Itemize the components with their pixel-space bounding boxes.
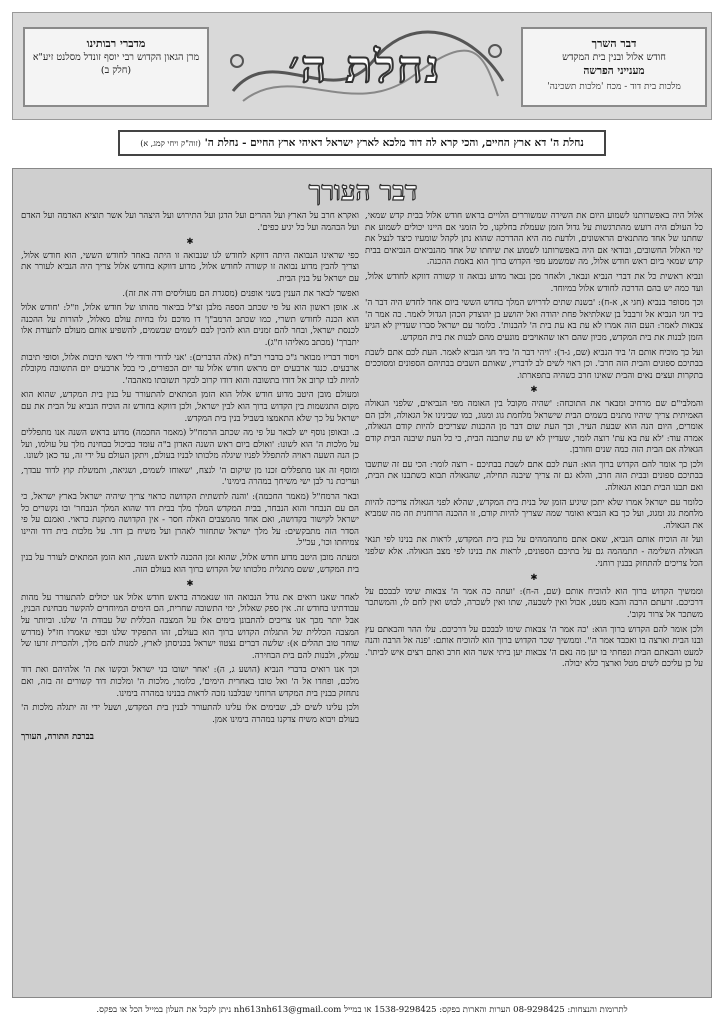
paragraph: ולכן אומר להם הקדוש ברוך הוא: 'כה אמר ה' צבאות שימו לבבכם על דרכיכם. עלו ההר והבאתם עץ ובנו הבית וארצה בו ואכבד אמר ה''. וממשיך שכר הקדוש ברוך הוא להוכיח אותם: 'פנה אל הרבה והנה למעט והבאתם הבית ונפחתי בו יען מה נאם ה' צבאות יען ביתי אשר הוא חרב ואתם רצים איש לביתו'. על כן עליכם לשים מטל וארצך כלא יבולה. (365, 624, 703, 670)
editor-article (12, 168, 712, 998)
section-divider-icon: ✱ (186, 579, 194, 590)
series-part: (חלק ב) (100, 65, 132, 76)
paragraph: ונביא ראשית כל את דברי הנביא ונבאר, ולאחר מכן נבאר מדוע נבואה זו קשורה דווקא לחודש אלול, ועד כמה יש בהם הדרכה לחודש אלול במיוחד. (365, 271, 703, 294)
this-week-heading: דבר השרך (591, 37, 637, 50)
article-title: דבר העורך (308, 177, 418, 207)
section-divider-icon: ✱ (530, 573, 538, 584)
logo-text: נחלת ה׳ (288, 41, 442, 93)
paragraph: ואקרא חרב על הארץ ועל ההרים ועל הדגן ועל התירוש ועל היצהר ועל אשר תוציא האדמה ועל האדם ועל הבהמה ועל כל יגיע כפים'. (21, 211, 359, 233)
paragraph: וממשיך הקדוש ברוך הוא להוכיח אותם (שם, ה-ח): 'ועתה כה אמר ה' צבאות שימו לבבכם על דרכיכם. זרעתם הרבה והבא מעט, אכול ואין לשבעה, שתו ואין לשכרה, לבוש ואין לחם לו, והמשתכר משתכר אל צרור נקוב'. (365, 586, 703, 620)
section-divider-icon: ✱ (530, 385, 538, 396)
paragraph: והמלבי"ם שם מרחיב ומבאר את התוכחה: 'שהיה מקובל בין האומה מפי הנביאים, שלפני הגאולה האמיתית צריך שיהיו מתנים בשמים הבית שישראל מלחמת גוג ומגוג, כמו שבינינו אל הגאולה, ולכן הם אומרים, היום הנה הוא שבעת העיר, וכך העת שום דבר מן ההכנות שצריכים להיות קודם הגאולה, אמרה עוד: 'לא עת בא עת' רוצה לומר, שעדיין לא יש עת שתבנה הבית, כי כל העת שיבנה הבית קודם הגאולה אם הבית הזה כמה שנים וחורבן. (365, 398, 703, 456)
masthead (12, 12, 712, 120)
parasha-topic: מלכות בית דוד - מכח 'מלכות תשכינה' (547, 82, 681, 92)
paragraph: כפי שראינו הנבואה היתה דווקא לחודש לגו שנבואה זו היתה באחד לחודש הששי, הוא חודש אלול, וצריך להבין מדוע נבואה זו קשורה לחודש אלול, מדוע דווקא בחודש אלול צריך היה הנביא לעורר את עם ישראל על בנין הבית. (21, 250, 359, 284)
editor-signature: בברכת התורה, העורך (21, 732, 94, 743)
paragraph: ובאר הרמח"ל (מאמר החכמה): 'והנה לתשתית הקדושה כראוי צריך שיהיה ישראל בארץ ישראל, כי הם עם הנבחר והוא הנבחר, בבית המקדש המלך מלך בבית דוד שהוא המלך הנבחר' ובו נקשרים כל ישראל לקישור בקדושה, ואם אחד מהמצבים האלה חסר - אין הקדושה מתקנת כראוי. ואמנם על פי הסדר הזה מתבקשים: על מלך ישראל שתחזור לאהרן ועל משיח בן דוד. על מלכות בית דוד והיינו צמיחתו וכו', עכ"ל. (21, 492, 359, 549)
paragraph: לאחר שאנו רואים את גודל הנבואה הזו שנאמרה בראש חודש אלול אנו יכולים להתעורר על מהות עבודתינו בחודש זה. אין ספק שאלול, ימי התשובה שחרית, הם הימים המיוחדים להקשר מבחינת הבנין, אבל יותר מכך אנו צריכים להתבונן בימים אלו על המצבה הכללית של עבודת ה' שלנו. וביותר על המצבה הכללית של התגלות הקדוש ברוך הוא בעולם, זהו התפקיד שלנו וכפי שאמרו חז"ל (מדרש שוחר טוב תהלים א): שלשה דברים נצטוו ישראל בכניסתן לארץ, למנות להם מלך, ולהכרית זרעו של עמלק, ולבנות להם בית הבחירה. (21, 592, 359, 661)
slogan-text: נחלת ה' דא ארץ החיים, והכי קרא לה דוד מלכא לארץ ישראל דאיהי ארץ החיים - נחלת ה' (204, 137, 584, 149)
rabbis-words-heading: מדברי רבותינו (86, 37, 146, 50)
this-week-topic: חודש אלול ובנין בית המקדש (562, 52, 666, 63)
paragraph: ומעולם מובן היטב מדוע חודש אלול הוא הזמן המתאים להתעורר על בנין בית המקדש, שהוא הוא מקום התגשמות בין הקדוש ברוך הוא לבין ישראל, ולכן דווקא בחודש זה הוכיח הנביא על הבית את עם ישראל על כך שלא התאמצו בשביל בנין בית המקדש. (21, 390, 359, 424)
paragraph: ועל כך מוכיח אותם ה' ביד הנביא (שם, ג-ד): 'ויהי דבר ה' ביד חגי הנביא לאמר. העת לכם אתם לשבת בבתיכם ספונים והבית הזה חרב'. וכן ראוי לשים לב לדבריו, שאותם השבים בבתיהם הספונים ומסוככים בתקרות ועצים נאים והבית שאינו חרב כשהיה בתפארתו. (365, 347, 703, 381)
paragraph: אלול היה באפשרותנו לשמוע היום את השירה שמשוררים הלויים בראש חודש אלול בבית קדש שמאי, כל העולם היה רועש מהתרגשות על גדול הזמן שעמלת בחלקנו, כל הזמני אם היינו יכולים לשמוע את שחתנו של אחד מהתנאים הראשונים, ולדעת מה היא ההדרכה שהוא נתן לקהל שומעיו כיצד לנצל את ימי האלול החשובים, ובודאי אם היה באפשרותנו לשמוע את שיחתו של אחד מהנביאים הנביאים בבית קדש שמאי ביום ראש חודש אלול, מה שמשמע מפי הקדוש ברוך הוא באמת ההכנה. (365, 211, 703, 268)
article-column-right (365, 211, 703, 991)
logo (213, 21, 517, 113)
slogan-source: (זוה"ק ויחי קמג, א) (140, 139, 201, 148)
parasha-heading: מענייני הפרשה (583, 65, 645, 77)
paragraph: ואפשר לבאר את הענין בשני אופנים (מסגרת הם מעוליסים ודה את זה). (122, 288, 359, 299)
paragraph: וכך אנו רואים בדברי הנביא (הושע ג, ה): 'אחר ישובו בני ישראל ובקשו את ה' אלהיהם ואת דוד מלכם, ופחדו אל ה' ואל טובו באחרית הימים', כלומר, מלכות ה' ומלכות דוד קשורים זה בזה, ואם נתחזק בבנין בית המקדש הרוחני שבלבנו נזכה לראות בבנינו במהרה בימינו. (21, 665, 359, 699)
paragraph: ומעתה מובן היטב מדוע חודש אלול, שהוא זמן ההכנה לראש השנה, הוא הזמן המתאים לעורר על בנין בית המקדש, ששם מתגלית מלכותו של הקדוש ברוך הוא בעולם הזה. (21, 553, 359, 575)
zohar-slogan (118, 130, 606, 156)
paragraph: ויסוד דבריו מבואר ג"כ בדברי רב"ח (אלה הדברים): 'אני לדודי ודודי לי' ראשי תיבות אלול, וסופי תיבות ארבעים. כנגד ארבעים יום מראש חודש אלול עד יום הכפורים, כי בכל ארבעים יום התשובה מקובלת להיות לבו קרוב אל דודו בתשובה והוא דודו קרוב לבקר תשובתו מאהבה'. (21, 352, 359, 386)
paragraph: כלומר עם ישראל אמרו שלא יתכן שיגיע הזמן של בנית בית המקדש, שהלא לפני הגאולה צריכה להיות מלחמת גוג ומגוג, ועל כך בא הנביא ואומר שמה שצריך להיות קודם, זו ההכנה הרוחנית וזה מה שמביא את הגאולה. (365, 497, 703, 531)
article-column-left (21, 211, 359, 991)
paragraph: א. אופן ראשון הוא על פי שכתב הספה מלבן זצ"ל בביאור מהותו של חודש אלול, וז"ל: 'חודש אלול הוא הכנה לחודש תשרי, כמו שכתב הרמב"ן' דו מדכם גלו בחיות עולם מאלול, להורות על ההכנה לכנסת ישראל, ובחר להם זמנים הוא להכין לבם לשמים שבשמים, להשפיע אותם מעולם לתעודת אלו יתברך' (מכתב מאליהו ח"ג). (21, 303, 359, 348)
rabbi-name: מרן הגאון הקדוש רבי יוסף זונדל מסלנט זיע"א (32, 52, 200, 63)
paragraph: ומוסף זה אנו מתפללים זכנו מן שיקום ה' לנצח, 'שאוחז לשמים, ושגיאה, ותמשלת קוץ לדוד עבדך, ועריכת נר לבן ישי משיחך במהרה בימינו'. (21, 465, 359, 488)
paragraph: ב. ובאופן נוסף יש לבאר על פי מה שכתב הרמח"ל (מאמר החכמה) מדוע בראש השנה אנו מתפללים על מלכות ה' הוא לשונו: 'ואולם ביום ראש השנה האדון ב"ה עומד כביכול בבחינת מלך על עולמו, ועל כן הנה השעה ראויה להתפלל לפניו שיגלה מלכותו לבניו בעולם, ויתקן העולם על ידי זה, עד כאן לשונו. (21, 428, 359, 462)
contact-footer: לתרומות והנצחות: 08-9298425 הערות והארות בפקס: 1538-9298425 או במייל nh613nh613@gmail.com ניתן לקבל את העלון במייל הכל או בפקס. (96, 1005, 628, 1015)
paragraph: ועל זה הוכיח אותם הנביא, שאם אתם מתמהמהים על בנין בית המקדש, לראות את בנינו לפי תנאי הגאולה השלימה - תתמהמה גם על בתיכם הספונים, לראות את בנינו לפי מצב הגאולה. אלא שלפני הכל צריכים להתחזק בבנין רוחני. (365, 535, 703, 569)
paragraph: ולכן עלינו לשים לב, שבימים אלו עלינו להתעורר לבנין בית המקדש, ושעל ידי זה יתגלה מלכות ה' בעולם ויבוא משיח צדקנו במהרה בימינו אמן. (21, 703, 359, 725)
this-week-box (521, 27, 707, 107)
rabbis-words-box (23, 27, 209, 107)
paragraph: ולכן כך אומר להם הקדוש ברוך הוא: העת לכם אתם לשבת בבתיכם - רוצה לומר: הכי עם זה שתשבו בבתיכם ספונים ובבית הזה חרב, והלא גם זה צריך שיבנה תחילה, שהגאולה תבוא כשתבנו את הבית, ואם תבנו הבית תבוא הגאולה. (365, 459, 703, 494)
paragraph: וכך מסופר בנביא (חגי א, א-ח): 'בשנת שתים לדריוש המלך בחדש הששי ביום אחד לחדש היה דבר ה' ביד חגי הנביא אל זרבבל בן שאלתיאל פחת יהודה ואל יהושע בן יהוצדק הכהן הגדול לאמר. כה אמר ה' צבאות לאמר: העם הזה אמרו לא עת בא עת בית ה' להבנות'. כלומר עם ישראל סברו שעדיין לא הגיע הזמן לבנות את בית המקדש, מכיון שהם ראו שהאויבים מונעים מהם לבנות את בית המקדש. (365, 298, 703, 343)
section-divider-icon: ✱ (186, 237, 194, 248)
